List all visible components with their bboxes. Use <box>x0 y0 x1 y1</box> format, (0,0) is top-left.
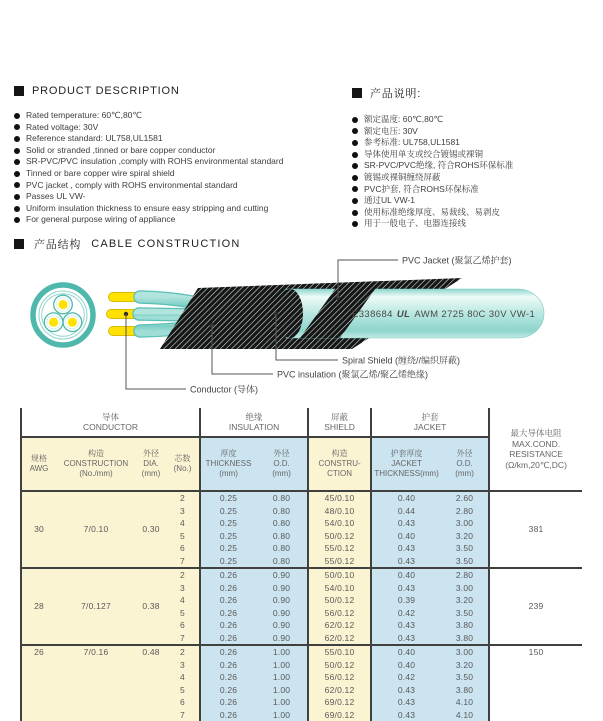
section-title-text: PRODUCT DESCRIPTION <box>32 85 180 97</box>
ins-thickness-cell: 0.26 <box>200 645 256 659</box>
ins-thickness-cell: 0.25 <box>200 555 256 569</box>
cable-construction-title <box>14 236 241 252</box>
shield-construction-cell: 54/0.10 <box>308 582 371 595</box>
jacket-od-cell: 3.80 <box>441 632 489 646</box>
shield-construction-cell: 50/0.12 <box>308 594 371 607</box>
jacket-thickness-cell: 0.43 <box>371 632 441 646</box>
product-description-section <box>14 85 350 226</box>
ins-od-cell: 0.90 <box>256 582 308 595</box>
bullet-text: Rated voltage: 30V <box>26 122 98 134</box>
shield-construction-cell: 62/0.12 <box>308 619 371 632</box>
cores-cell: 3 <box>166 659 200 672</box>
resistance-cell: 239 <box>489 568 582 645</box>
bullet-item <box>352 207 600 219</box>
bullet-icon <box>14 113 20 119</box>
square-bullet-icon <box>14 86 24 96</box>
shield-construction-cell: 50/0.10 <box>308 568 371 582</box>
jacket-thickness-cell: 0.39 <box>371 594 441 607</box>
jacket-thickness-cell: 0.43 <box>371 517 441 530</box>
bullet-item <box>14 168 350 180</box>
bullet-icon <box>14 159 20 165</box>
bullet-item <box>14 133 350 145</box>
ins-thickness-cell: 0.26 <box>200 568 256 582</box>
spec-table <box>20 408 582 721</box>
section-title-text: 产品说明: <box>370 85 421 101</box>
ins-thickness-cell: 0.26 <box>200 659 256 672</box>
ins-thickness-cell: 0.25 <box>200 517 256 530</box>
ul-mark-icon: UL <box>397 309 410 320</box>
ins-thickness-cell: 0.25 <box>200 542 256 555</box>
resistance-cell: 150 <box>489 645 582 721</box>
resistance-cell: 381 <box>489 491 582 568</box>
cores-cell: 7 <box>166 709 200 721</box>
cores-cell: 5 <box>166 607 200 620</box>
shield-construction-cell: 50/0.12 <box>308 659 371 672</box>
bullet-item <box>352 184 600 196</box>
bullet-item <box>14 122 350 134</box>
spec-row <box>21 491 582 505</box>
bullet-text: For general purpose wiring of appliance <box>26 214 175 226</box>
jacket-od-cell: 4.10 <box>441 709 489 721</box>
spec-row <box>21 645 582 659</box>
cores-header: 芯数 (No.) <box>166 437 200 491</box>
square-bullet-icon <box>352 88 362 98</box>
cores-cell: 3 <box>166 505 200 518</box>
product-notes-title <box>352 85 600 101</box>
construction-title-cn: 产品结构 <box>34 236 81 252</box>
shield-construction-cell: 62/0.12 <box>308 684 371 697</box>
shield-label: Spiral Shield (缠绕//编织屏蔽) <box>342 355 460 366</box>
jacket-od-cell: 2.80 <box>441 505 489 518</box>
conductor-label: Conductor (导体) <box>190 384 258 395</box>
cores-cell: 2 <box>166 568 200 582</box>
construction-title-en: CABLE CONSTRUCTION <box>91 238 240 250</box>
bullet-text: 镀锡或裸铜缠绕屏蔽 <box>364 172 441 184</box>
construction-cell: 7/0.16 <box>56 645 136 721</box>
jacket-thickness-cell: 0.40 <box>371 491 441 505</box>
bullet-item <box>352 149 600 161</box>
jacket-od-cell: 3.80 <box>441 619 489 632</box>
jacket-label: PVC Jacket (聚氯乙烯护套) <box>402 255 512 266</box>
bullet-icon <box>14 148 20 154</box>
ins-thickness-cell: 0.26 <box>200 709 256 721</box>
jacket-thickness-header: 护套厚度 JACKET THICKNESS(mm) <box>371 437 441 491</box>
bullet-icon <box>352 117 358 123</box>
bullet-icon <box>352 198 358 204</box>
product-notes-section <box>352 85 600 230</box>
jacket-thickness-cell: 0.43 <box>371 542 441 555</box>
dia-cell: 0.38 <box>136 568 166 645</box>
bullet-text: Solid or stranded ,tinned or bare copper conductor <box>26 145 215 157</box>
ins-od-cell: 1.00 <box>256 684 308 697</box>
conductor-group-header: 导体 CONDUCTOR <box>21 408 200 437</box>
shield-construction-cell: 62/0.12 <box>308 632 371 646</box>
bullet-text: 额定温度: 60℃,80℃ <box>364 114 443 126</box>
bullet-icon <box>14 206 20 212</box>
bullet-icon <box>14 182 20 188</box>
ins-thickness-cell: 0.26 <box>200 582 256 595</box>
ins-od-cell: 1.00 <box>256 671 308 684</box>
cores-cell: 4 <box>166 517 200 530</box>
cores-cell: 4 <box>166 594 200 607</box>
ins-thickness-cell: 0.26 <box>200 671 256 684</box>
jacket-thickness-cell: 0.43 <box>371 696 441 709</box>
ins-od-cell: 0.80 <box>256 491 308 505</box>
bullet-item <box>352 137 600 149</box>
shield-construction-cell: 56/0.12 <box>308 607 371 620</box>
bullet-text: 使用标准绝缘厚度、易裁线、易剥皮 <box>364 207 500 219</box>
ins-od-cell: 0.90 <box>256 568 308 582</box>
bullet-text: Passes UL VW- <box>26 191 86 203</box>
jacket-od-cell: 4.10 <box>441 696 489 709</box>
ins-od-cell: 0.80 <box>256 505 308 518</box>
bullet-icon <box>14 171 20 177</box>
notes-list <box>352 114 600 230</box>
shield-construction-cell: 55/0.12 <box>308 542 371 555</box>
jacket-group-header: 护套 JACKET <box>371 408 489 437</box>
cores-cell: 7 <box>166 632 200 646</box>
ins-od-cell: 0.80 <box>256 517 308 530</box>
bullet-item <box>14 156 350 168</box>
bullet-text: 用于一般电子、电器连接线 <box>364 218 466 230</box>
bullet-item <box>14 180 350 192</box>
cores-cell: 2 <box>166 645 200 659</box>
bullet-icon <box>352 221 358 227</box>
insulation-group-header: 绝缘 INSULATION <box>200 408 308 437</box>
bullet-text: 导体使用单支或绞合镀锡或裸铜 <box>364 149 483 161</box>
jacket-od-cell: 3.20 <box>441 659 489 672</box>
shield-construction-cell: 54/0.10 <box>308 517 371 530</box>
ins-od-cell: 0.90 <box>256 594 308 607</box>
ins-thickness-cell: 0.26 <box>200 607 256 620</box>
jacket-thickness-cell: 0.43 <box>371 619 441 632</box>
bullet-text: Tinned or bare copper wire spiral shield <box>26 168 175 180</box>
bullet-text: Rated temperature: 60℃,80℃ <box>26 110 142 122</box>
jacket-od-cell: 3.20 <box>441 594 489 607</box>
jacket-od-cell: 3.00 <box>441 582 489 595</box>
bullet-item <box>352 218 600 230</box>
ins-thickness-cell: 0.26 <box>200 619 256 632</box>
construction-header: 构造 CONSTRUCTION (No./mm) <box>56 437 136 491</box>
jacket-od-cell: 3.50 <box>441 542 489 555</box>
shield-construction-cell: 55/0.12 <box>308 555 371 569</box>
jacket-od-cell: 3.00 <box>441 645 489 659</box>
bullet-icon <box>352 175 358 181</box>
jacket-thickness-cell: 0.43 <box>371 555 441 569</box>
dia-cell: 0.48 <box>136 645 166 721</box>
bullet-item <box>14 214 350 226</box>
cores-cell: 3 <box>166 582 200 595</box>
ins-od-cell: 1.00 <box>256 696 308 709</box>
bullet-item <box>14 110 350 122</box>
bullet-item <box>14 203 350 215</box>
ins-od-cell: 0.90 <box>256 607 308 620</box>
bullet-text: 额定电压: 30V <box>364 126 418 138</box>
cores-cell: 5 <box>166 684 200 697</box>
dia-header: 外径 DIA. (mm) <box>136 437 166 491</box>
jacket-thickness-cell: 0.40 <box>371 659 441 672</box>
jacket-od-cell: 3.50 <box>441 607 489 620</box>
jacket-od-cell: 3.80 <box>441 684 489 697</box>
jacket-thickness-cell: 0.43 <box>371 582 441 595</box>
jacket-od-cell: 2.60 <box>441 491 489 505</box>
cores-cell: 6 <box>166 696 200 709</box>
shield-cut-end-art <box>277 289 303 338</box>
shield-construction-cell: 48/0.10 <box>308 505 371 518</box>
ins-od-header: 外径 O.D. (mm) <box>256 437 308 491</box>
shield-construction-cell: 50/0.12 <box>308 530 371 543</box>
ins-od-cell: 1.00 <box>256 645 308 659</box>
shield-construction-cell: 69/0.12 <box>308 709 371 721</box>
bullet-item <box>14 145 350 157</box>
ins-thickness-cell: 0.25 <box>200 530 256 543</box>
insulation-label: PVC insulation (聚氯乙烯/聚乙烯绝缘) <box>277 369 428 380</box>
bullet-icon <box>352 186 358 192</box>
cores-cell: 5 <box>166 530 200 543</box>
ins-od-cell: 1.00 <box>256 709 308 721</box>
bullet-icon <box>352 163 358 169</box>
construction-cell: 7/0.127 <box>56 568 136 645</box>
jacket-thickness-cell: 0.42 <box>371 607 441 620</box>
jacket-od-cell: 2.80 <box>441 568 489 582</box>
resistance-header: 最大导体电阻 MAX.COND. RESISTANCE (Ω/km,20℃,DC) <box>489 408 582 491</box>
ins-thickness-cell: 0.26 <box>200 684 256 697</box>
bullet-text: Reference standard: UL758,UL1581 <box>26 133 163 145</box>
cores-cell: 2 <box>166 491 200 505</box>
jacket-thickness-cell: 0.43 <box>371 684 441 697</box>
jacket-thickness-cell: 0.44 <box>371 505 441 518</box>
cores-cell: 4 <box>166 671 200 684</box>
ins-od-cell: 0.90 <box>256 632 308 646</box>
ins-thickness-cell: 0.26 <box>200 594 256 607</box>
bullet-item <box>352 160 600 172</box>
jacket-thickness-cell: 0.42 <box>371 671 441 684</box>
awg-cell: 30 <box>21 491 56 568</box>
jacket-thickness-cell: 0.40 <box>371 530 441 543</box>
bullet-icon <box>352 152 358 158</box>
dia-cell: 0.30 <box>136 491 166 568</box>
ins-thickness-cell: 0.26 <box>200 696 256 709</box>
bullet-text: Uniform insulation thickness to ensure easy stripping and cutting <box>26 203 268 215</box>
bullet-text: PVC护套, 符合ROHS环保标准 <box>364 184 479 196</box>
square-bullet-icon <box>14 239 24 249</box>
cores-cell: 6 <box>166 619 200 632</box>
bullet-item <box>352 126 600 138</box>
table-group-header-row <box>21 408 582 437</box>
ins-thickness-cell: 0.25 <box>200 505 256 518</box>
ins-thickness-cell: 0.26 <box>200 632 256 646</box>
bullet-item <box>352 195 600 207</box>
shield-construction-header: 构造 CONSTRU- CTION <box>308 437 371 491</box>
jacket-od-cell: 3.50 <box>441 555 489 569</box>
cable-cross-section <box>33 285 93 345</box>
cores-cell: 6 <box>166 542 200 555</box>
bullet-icon <box>14 217 20 223</box>
jacket-od-header: 外径 O.D. (mm) <box>441 437 489 491</box>
bullet-icon <box>352 128 358 134</box>
shield-construction-cell: 56/0.12 <box>308 671 371 684</box>
product-description-title <box>14 85 350 97</box>
bullet-icon <box>352 210 358 216</box>
bullet-icon <box>14 194 20 200</box>
bullet-text: SR-PVC/PVC绝缘, 符合ROHS环保标准 <box>364 160 513 172</box>
awg-header: 规格 AWG <box>21 437 56 491</box>
jacket-od-cell: 3.50 <box>441 671 489 684</box>
bullet-text: PVC jacket , comply with ROHS environmental standard <box>26 180 238 192</box>
bullet-item <box>352 172 600 184</box>
construction-cell: 7/0.10 <box>56 491 136 568</box>
jacket-marking-text: E338684 UL AWM 2725 80C 30V VW-1 <box>352 309 535 320</box>
bullet-item <box>14 191 350 203</box>
jacket-thickness-cell: 0.40 <box>371 645 441 659</box>
spec-row <box>21 568 582 582</box>
shield-construction-cell: 69/0.12 <box>308 696 371 709</box>
bullet-icon <box>14 124 20 130</box>
awg-cell: 28 <box>21 568 56 645</box>
ins-od-cell: 0.80 <box>256 530 308 543</box>
bullet-icon <box>352 140 358 146</box>
cores-cell: 7 <box>166 555 200 569</box>
spec-table-body <box>21 491 582 721</box>
description-list <box>14 110 350 226</box>
bullet-text: 参考标准: UL758,UL1581 <box>364 137 460 149</box>
jacket-od-cell: 3.00 <box>441 517 489 530</box>
jacket-thickness-cell: 0.43 <box>371 709 441 721</box>
ins-thickness-header: 厚度 THICKNESS (mm) <box>200 437 256 491</box>
ins-od-cell: 0.80 <box>256 542 308 555</box>
ins-od-cell: 1.00 <box>256 659 308 672</box>
shield-construction-cell: 55/0.10 <box>308 645 371 659</box>
jacket-thickness-cell: 0.40 <box>371 568 441 582</box>
shield-group-header: 屏蔽 SHIELD <box>308 408 371 437</box>
ins-od-cell: 0.90 <box>256 619 308 632</box>
bullet-icon <box>14 136 20 142</box>
ins-thickness-cell: 0.25 <box>200 491 256 505</box>
cable-diagram <box>0 252 603 410</box>
bullet-text: 通过UL VW-1 <box>364 195 415 207</box>
awg-cell: 26 <box>21 645 56 721</box>
jacket-od-cell: 3.20 <box>441 530 489 543</box>
bullet-item <box>352 114 600 126</box>
ins-od-cell: 0.80 <box>256 555 308 569</box>
shield-construction-cell: 45/0.10 <box>308 491 371 505</box>
bullet-text: SR-PVC/PVC insulation ,comply with ROHS environmental standard <box>26 156 283 168</box>
